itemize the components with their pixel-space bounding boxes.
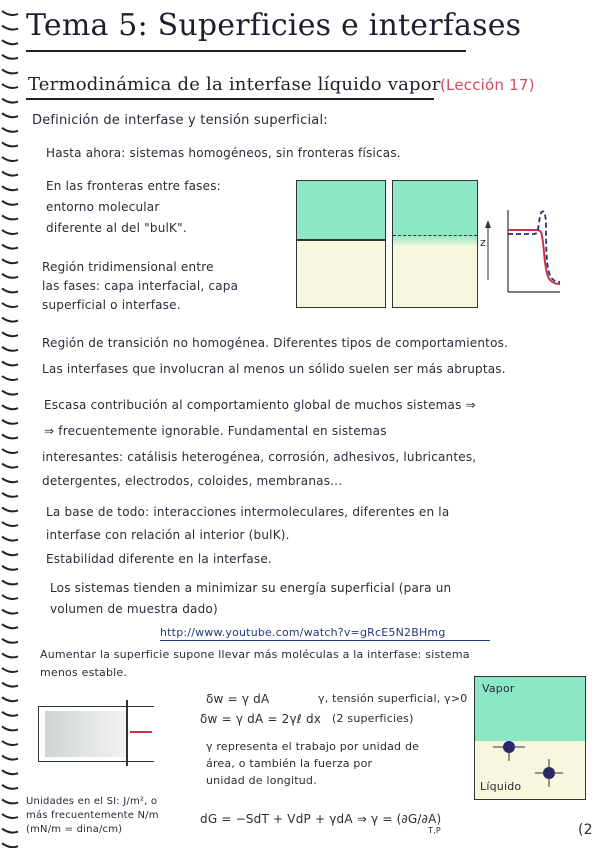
spiral-ring bbox=[2, 303, 18, 307]
spiral-ring bbox=[2, 726, 18, 730]
spiral-ring bbox=[2, 26, 18, 30]
thermo-subscript: T,P bbox=[428, 826, 441, 835]
spiral-ring bbox=[2, 814, 18, 818]
p2-line-3: interesantes: catálisis heterogénea, corrosión, adhesivos, lubricantes, bbox=[42, 450, 477, 464]
density-curve-red bbox=[508, 230, 560, 284]
spiral-ring bbox=[2, 668, 18, 672]
interface-upper-bound bbox=[393, 235, 477, 236]
spiral-ring bbox=[2, 434, 18, 438]
spiral-ring bbox=[2, 172, 18, 176]
liquid-film bbox=[45, 711, 127, 757]
spiral-ring bbox=[2, 11, 18, 15]
p3-line-1: La base de todo: interacciones intermoleculares, diferentes en la bbox=[46, 505, 450, 519]
spiral-ring bbox=[2, 84, 18, 88]
spiral-ring bbox=[2, 113, 18, 117]
frontier-line-2: entorno molecular bbox=[46, 200, 160, 214]
p4-line-1: Los sistemas tienden a minimizar su energía superficial (para un bbox=[50, 581, 452, 595]
spiral-ring bbox=[2, 770, 18, 774]
interface-box-diffuse bbox=[392, 180, 478, 308]
spiral-ring bbox=[2, 522, 18, 526]
thermo-equation: dG = −SdT + VdP + γdA ⇒ γ = (∂G/∂A) bbox=[200, 812, 442, 826]
spiral-ring bbox=[2, 361, 18, 365]
density-curve-blue bbox=[508, 211, 560, 282]
spiral-ring bbox=[2, 580, 18, 584]
movable-wire bbox=[126, 700, 128, 766]
spiral-ring bbox=[2, 215, 18, 219]
spiral-ring bbox=[2, 40, 18, 44]
liquid-phase bbox=[297, 241, 385, 307]
p2-line-4: detergentes, electrodos, coloides, membranas... bbox=[42, 474, 343, 488]
spiral-ring bbox=[2, 274, 18, 278]
interface-layer bbox=[393, 235, 477, 247]
frontier-line-1: En las fronteras entre fases: bbox=[46, 179, 221, 193]
spiral-ring bbox=[2, 347, 18, 351]
spiral-ring bbox=[2, 624, 18, 628]
spiral-ring bbox=[2, 595, 18, 599]
spiral-ring bbox=[2, 318, 18, 322]
spiral-ring bbox=[2, 493, 18, 497]
spiral-ring bbox=[2, 697, 18, 701]
vapor-phase bbox=[297, 181, 385, 239]
spiral-ring bbox=[2, 288, 18, 292]
spiral-ring bbox=[2, 712, 18, 716]
lesson-reference: (Lección 17) bbox=[440, 76, 535, 94]
p3-line-2: interfase con relación al interior (bulK). bbox=[46, 528, 290, 542]
definition-bullet: Definición de interfase y tensión superficial: bbox=[32, 113, 328, 128]
p2-line-2: ⇒ frecuentemente ignorable. Fundamental en sistemas bbox=[44, 424, 387, 438]
spiral-ring bbox=[2, 142, 18, 146]
units-line-2: más frecuentemente N/m bbox=[26, 810, 159, 821]
interface-box-sharp bbox=[296, 180, 386, 308]
page-title: Tema 5: Superficies e interfases bbox=[26, 8, 522, 43]
spiral-ring bbox=[2, 449, 18, 453]
spiral-ring bbox=[2, 478, 18, 482]
spiral-ring bbox=[2, 332, 18, 336]
p3-line-3: Estabilidad diferente en la interfase. bbox=[46, 552, 272, 566]
definition-line: Hasta ahora: sistemas homogéneos, sin fronteras físicas. bbox=[46, 146, 401, 160]
p5-line-1: Aumentar la superficie supone llevar más moléculas a la interfase: sistema bbox=[40, 648, 470, 661]
spiral-ring bbox=[2, 507, 18, 511]
region-line-3: superficial o interfase. bbox=[42, 298, 181, 312]
youtube-link[interactable]: http://www.youtube.com/watch?v=gRcE5N2BHmg bbox=[160, 626, 446, 639]
equation-work-note: γ, tensión superficial, γ>0 bbox=[318, 692, 468, 705]
spiral-ring bbox=[2, 405, 18, 409]
frontier-line-3: diferente al del "bulK". bbox=[46, 221, 187, 235]
spiral-ring bbox=[2, 537, 18, 541]
title-underline bbox=[26, 50, 466, 52]
link-underline bbox=[160, 640, 490, 641]
subtitle-underline bbox=[26, 98, 434, 100]
spiral-ring bbox=[2, 551, 18, 555]
meaning-line-1: γ representa el trabajo por unidad de bbox=[206, 740, 420, 753]
spiral-binding bbox=[0, 0, 22, 848]
liquid-phase bbox=[393, 247, 477, 307]
spiral-ring bbox=[2, 785, 18, 789]
equation-film-note: (2 superficies) bbox=[332, 712, 414, 725]
spiral-ring bbox=[2, 420, 18, 424]
meaning-line-3: unidad de longitud. bbox=[206, 774, 317, 787]
page-number: (2 bbox=[578, 822, 593, 838]
z-axis-label: z bbox=[480, 236, 486, 249]
spiral-ring bbox=[2, 201, 18, 205]
spiral-ring bbox=[2, 128, 18, 132]
units-line-1: Unidades en el SI: J/m², o bbox=[26, 796, 158, 807]
units-line-3: (mN/m = dina/cm) bbox=[26, 824, 123, 835]
spiral-ring bbox=[2, 639, 18, 643]
film-frame bbox=[38, 706, 154, 762]
spiral-ring bbox=[2, 566, 18, 570]
spiral-ring bbox=[2, 157, 18, 161]
spiral-ring bbox=[2, 69, 18, 73]
spiral-ring bbox=[2, 186, 18, 190]
spiral-ring bbox=[2, 391, 18, 395]
region-line-2: las fases: capa interfacial, capa bbox=[42, 279, 239, 293]
p4-line-2: volumen de muestra dado) bbox=[50, 602, 218, 616]
density-profile-plot bbox=[482, 200, 562, 296]
p2-line-1: Escasa contribución al comportamiento global de muchos sistemas ⇒ bbox=[44, 398, 476, 412]
p5-line-2: menos estable. bbox=[40, 666, 128, 679]
equation-work: δw = γ dA bbox=[206, 692, 270, 706]
p1-line-1: Región de transición no homogénea. Diferentes tipos de comportamientos. bbox=[42, 336, 509, 350]
spiral-ring bbox=[2, 376, 18, 380]
spiral-ring bbox=[2, 829, 18, 833]
liquid-label: Líquido bbox=[480, 780, 522, 793]
spiral-ring bbox=[2, 610, 18, 614]
spiral-ring bbox=[2, 230, 18, 234]
spiral-ring bbox=[2, 741, 18, 745]
spiral-ring bbox=[2, 653, 18, 657]
force-arrow bbox=[130, 731, 152, 733]
vapor-phase bbox=[393, 181, 477, 235]
z-axis-arrow bbox=[485, 220, 491, 228]
spiral-ring bbox=[2, 464, 18, 468]
equation-work-film: δw = γ dA = 2γℓ dx bbox=[200, 712, 322, 726]
vapor-label: Vapor bbox=[482, 682, 515, 695]
section-subtitle: Termodinámica de la interfase líquido vapor bbox=[28, 74, 441, 95]
spiral-ring bbox=[2, 99, 18, 103]
spiral-ring bbox=[2, 799, 18, 803]
spiral-ring bbox=[2, 843, 18, 847]
meaning-line-2: área, o también la fuerza por bbox=[206, 757, 373, 770]
region-line-1: Región tridimensional entre bbox=[42, 260, 214, 274]
spiral-ring bbox=[2, 259, 18, 263]
spiral-ring bbox=[2, 245, 18, 249]
spiral-ring bbox=[2, 55, 18, 59]
spiral-ring bbox=[2, 756, 18, 760]
p1-line-2: Las interfases que involucran al menos un sólido suelen ser más abruptas. bbox=[42, 362, 506, 376]
spiral-ring bbox=[2, 683, 18, 687]
